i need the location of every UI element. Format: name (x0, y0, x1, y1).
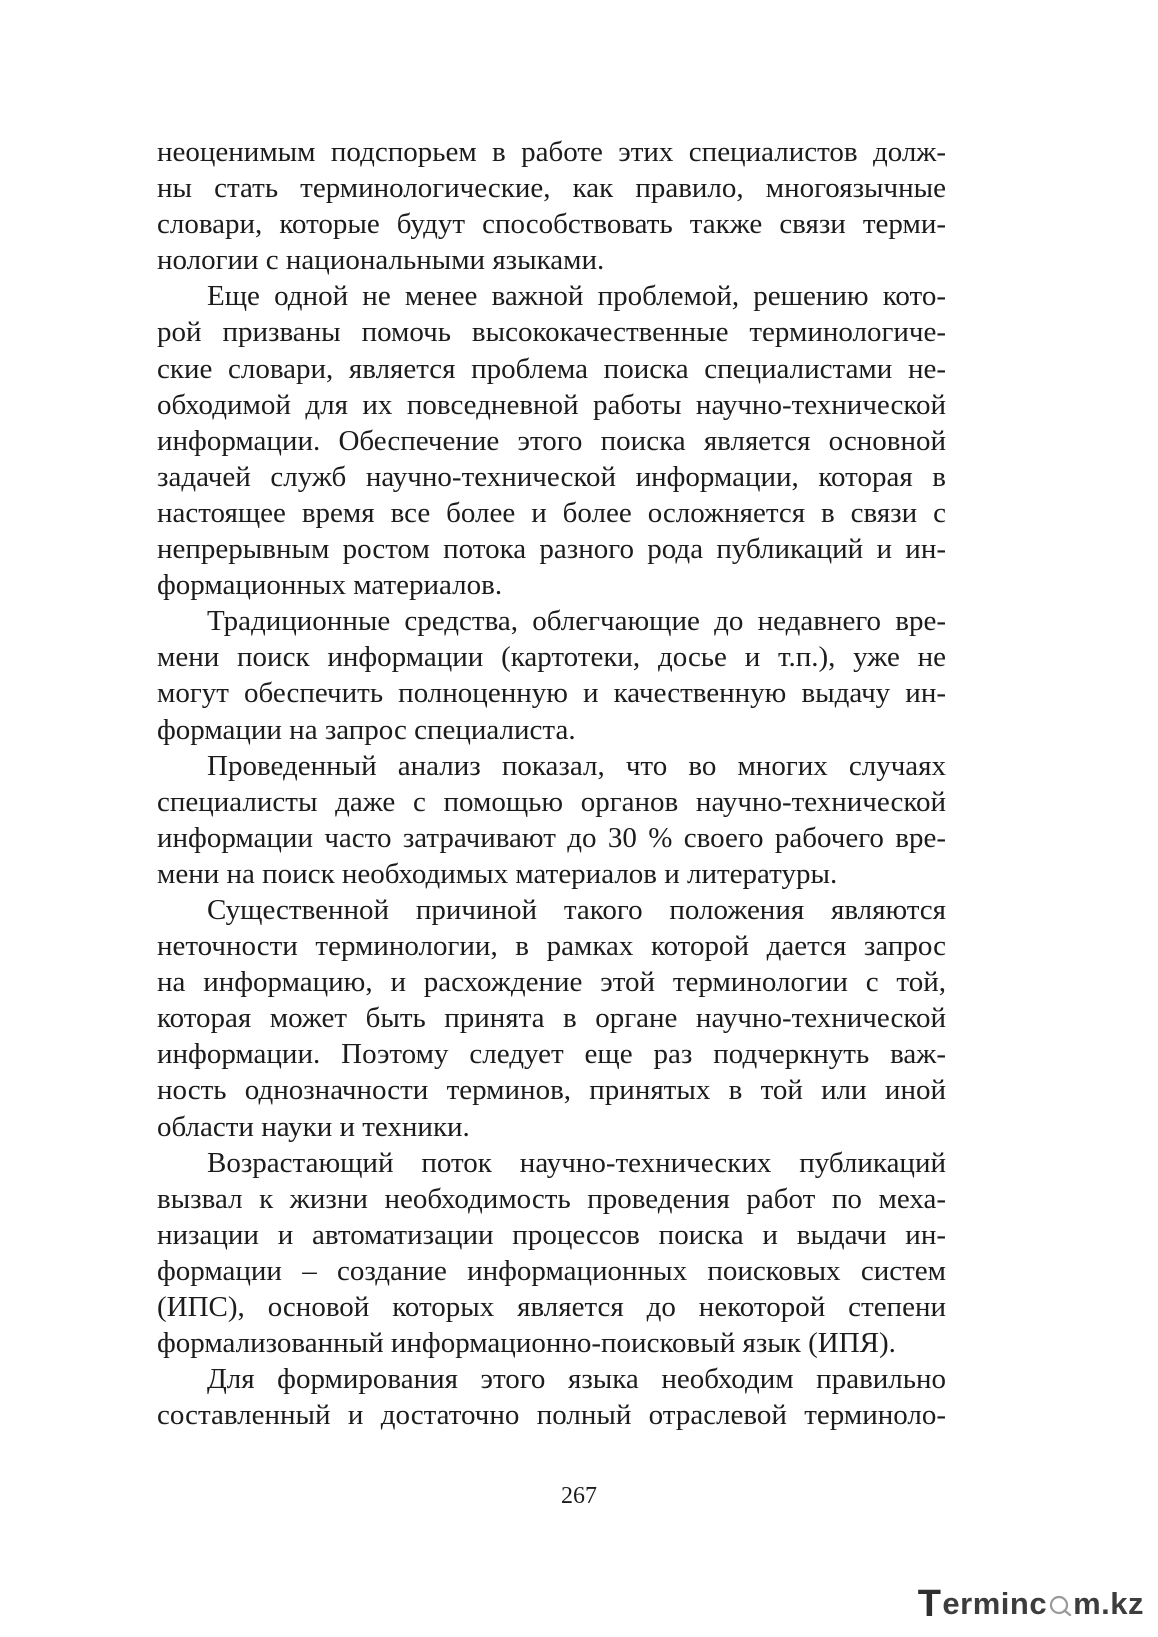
text-line: обходимой для их повседневной работы научно-технической (157, 388, 946, 421)
text-line: мени поиск информации (картотеки, досье и т.п.), уже не (157, 641, 946, 674)
text-line: настоящее время все более и более осложняется в связи с (157, 496, 946, 529)
text-line: нологии с национальными языками. (157, 244, 605, 277)
text-line: неоценимым подспорьем в работе этих специалистов долж- (157, 136, 946, 168)
page-number: 267 (561, 1483, 597, 1509)
text-line: формации на запрос специалиста. (157, 713, 576, 746)
text-line: (ИПС), основой которых является до некоторой степени (157, 1291, 946, 1323)
text-line: мени на поиск необходимых материалов и литературы. (157, 857, 838, 890)
text-line: информации. Поэтому следует еще раз подчеркнуть важ- (157, 1038, 946, 1071)
text-line: Для формирования этого языка необходим правильно (207, 1363, 946, 1396)
watermark-text-start: erminc (942, 1586, 1048, 1621)
watermark-letter-t: T (917, 1582, 942, 1625)
text-line: могут обеспечить полноценную и качественную выдачу ин- (157, 677, 946, 710)
text-line: Возрастающий поток научно-технических публикаций (207, 1146, 946, 1179)
text-line: формализованный информационно-поисковый язык (ИПЯ). (157, 1327, 896, 1360)
text-line: низации и автоматизации процессов поиска и выдачи ин- (157, 1218, 946, 1251)
text-line: формационных материалов. (157, 569, 503, 602)
text-line: Существенной причиной такого положения являются (207, 893, 946, 926)
text-line: Еще одной не менее важной проблемой, решению кото- (207, 280, 946, 313)
magnifier-o-icon (1048, 1592, 1072, 1616)
text-line: ские словари, является проблема поиска специалистами не- (157, 352, 946, 385)
text-line: ны стать терминологические, как правило, многоязычные (157, 172, 946, 205)
text-line: которая может быть принята в органе научно-технической (157, 1002, 946, 1035)
text-line: вызвал к жизни необходимость проведения работ по меха- (157, 1182, 946, 1215)
text-line: формации – создание информационных поисковых систем (157, 1254, 946, 1287)
watermark-text-end: m.kz (1073, 1586, 1144, 1621)
text-line: неточности терминологии, в рамках которой дается запрос (157, 930, 946, 963)
text-line: Традиционные средства, облегчающие до недавнего вре- (207, 605, 946, 638)
text-line: словари, которые будут способствовать также связи терми- (157, 208, 946, 241)
text-line: рой призваны помочь высококачественные терминологиче- (157, 316, 946, 349)
text-line: Проведенный анализ показал, что во многих случаях (207, 749, 946, 782)
text-line: непрерывным ростом потока разного рода публикаций и ин- (157, 533, 946, 566)
text-line: области науки и техники. (157, 1110, 470, 1143)
text-line: на информацию, и расхождение этой терминологии с той, (157, 966, 946, 999)
text-line: задачей служб научно-технической информации, которая в (157, 460, 946, 493)
text-line: информации. Обеспечение этого поиска является основной (157, 424, 946, 457)
text-line: составленный и достаточно полный отраслевой терминоло- (157, 1399, 946, 1432)
text-line: ность однозначности терминов, принятых в той или иной (157, 1074, 946, 1107)
text-line: специалисты даже с помощью органов научно-технической (157, 785, 946, 818)
terminkom-watermark-logo (918, 1583, 1144, 1625)
text-line: информации часто затрачивают до 30 % своего рабочего вре- (157, 821, 946, 854)
body-text (157, 134, 946, 1433)
